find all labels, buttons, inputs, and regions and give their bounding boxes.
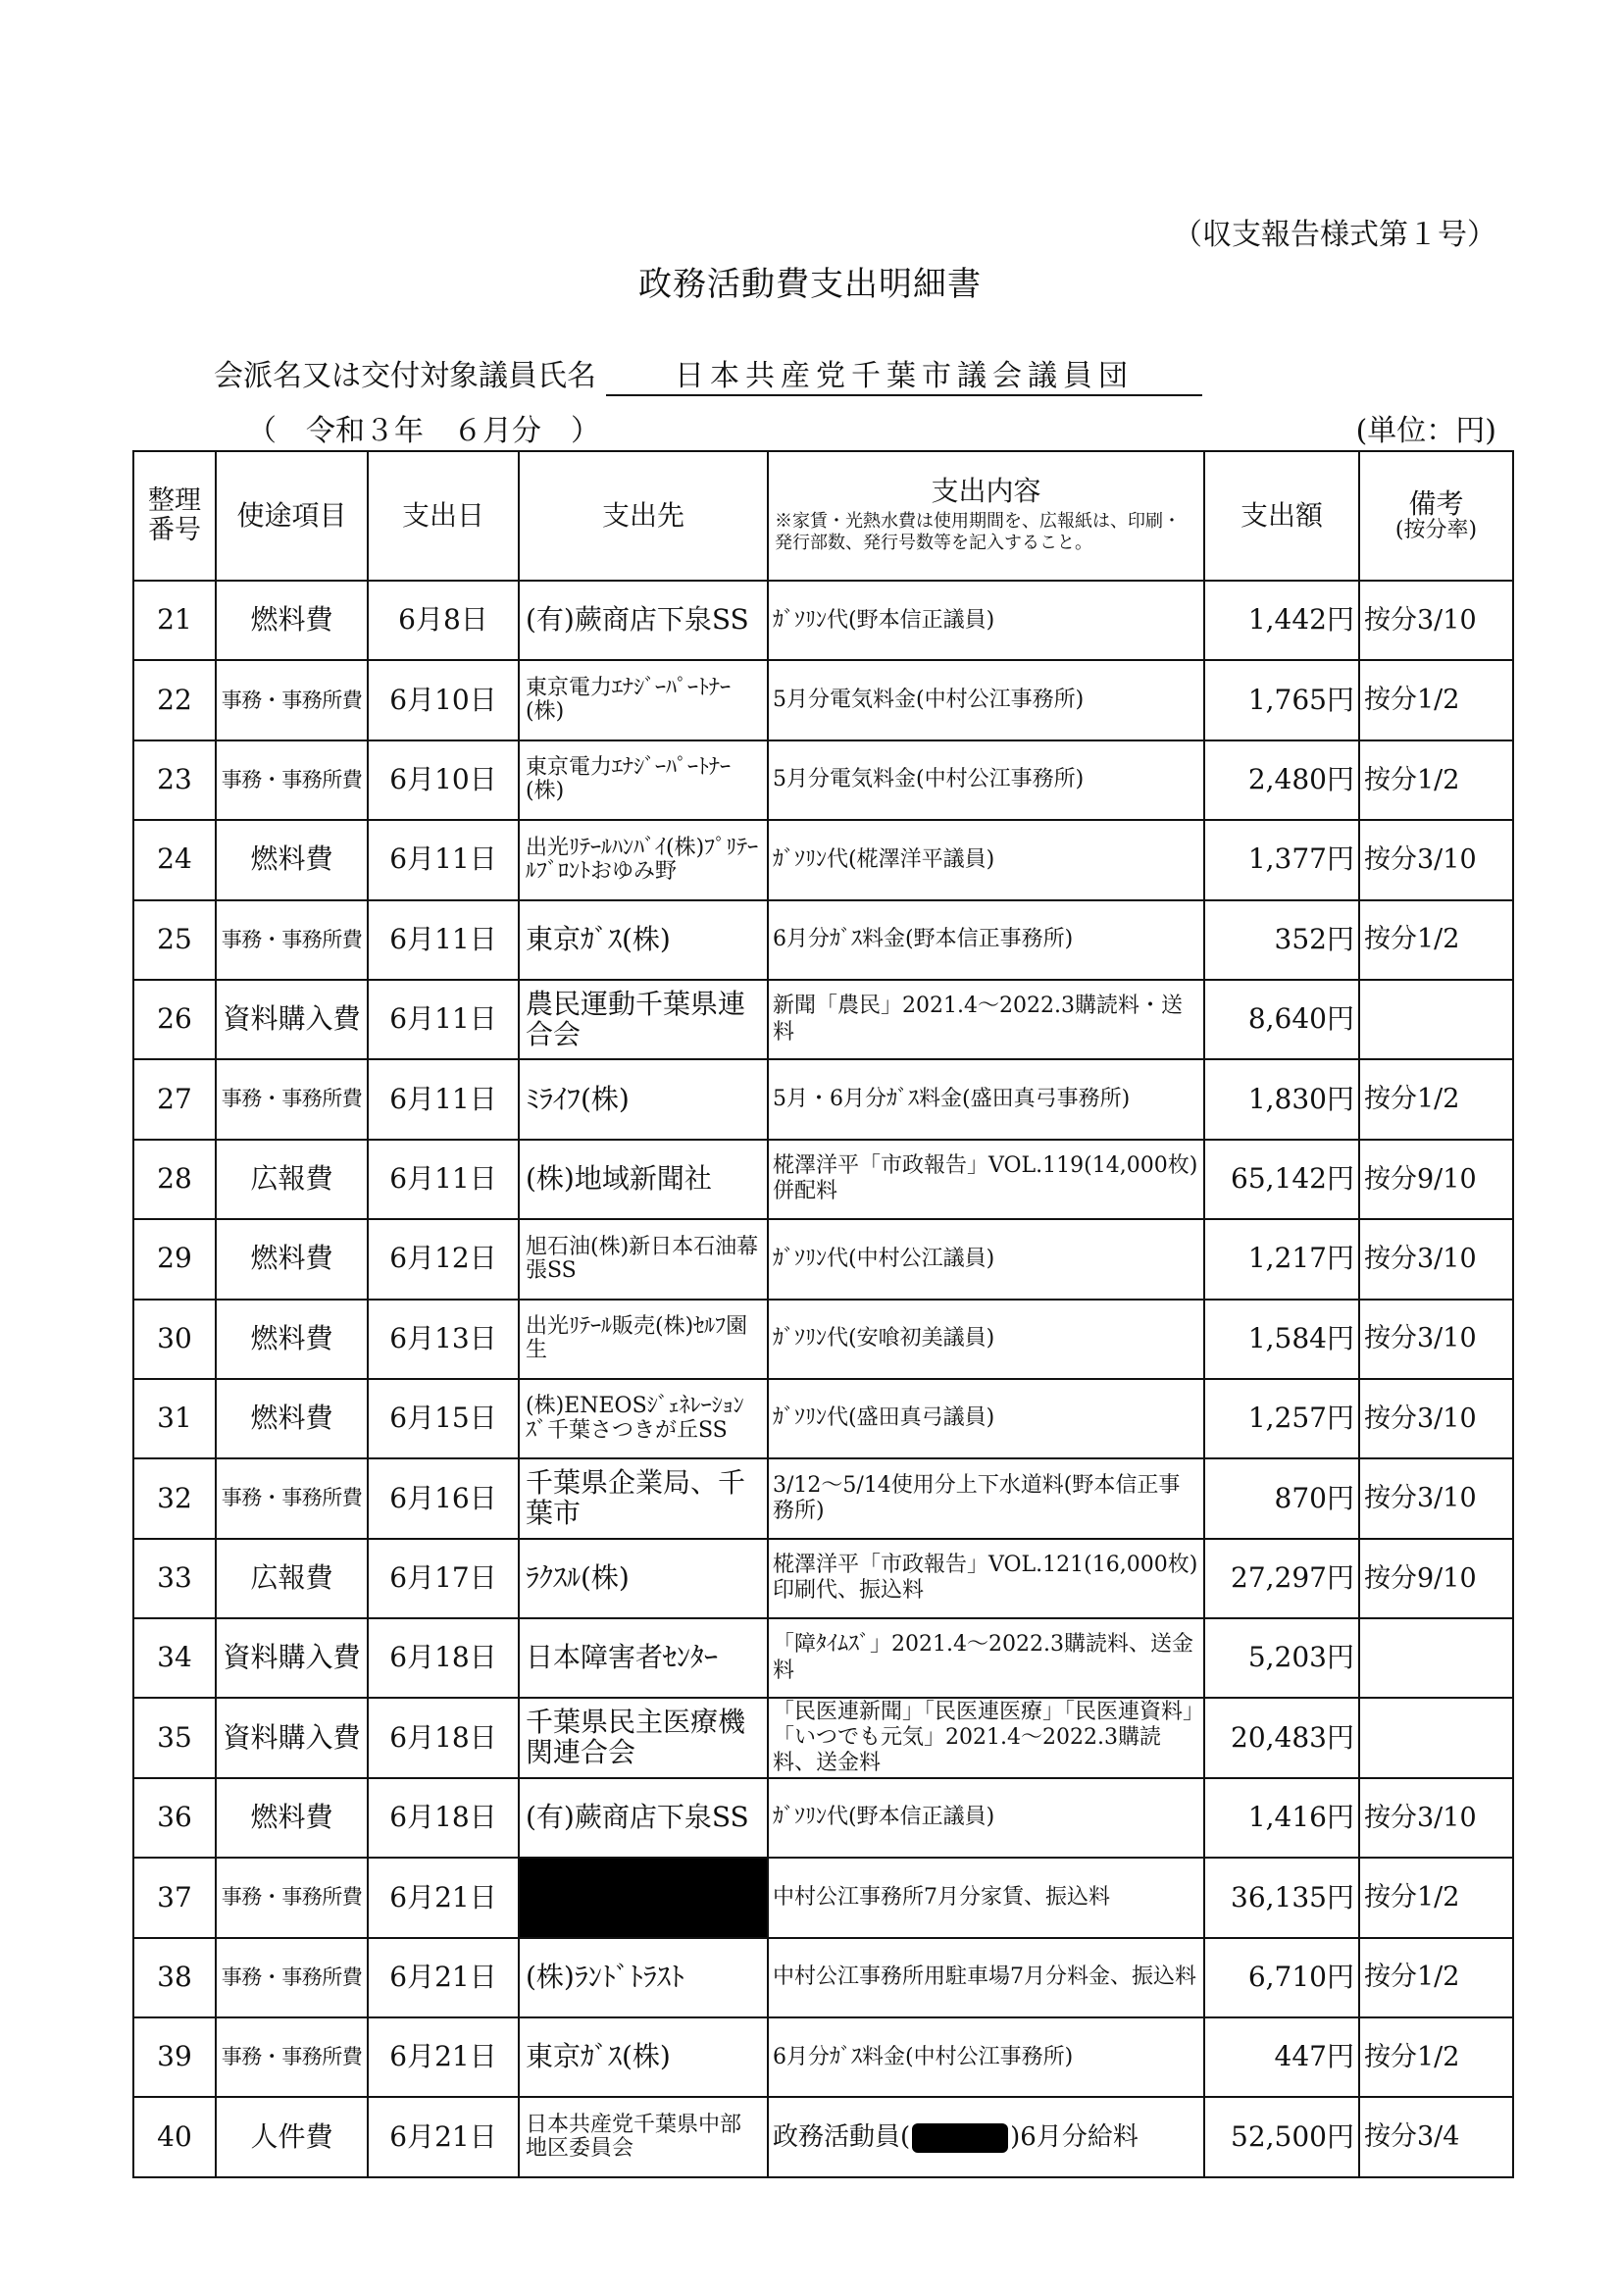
header-remarks [1359, 451, 1513, 581]
document-title: 政務活動費支出明細書 [638, 265, 982, 304]
row-payee: (株)ENEOSｼﾞｪﾈﾚｰｼｮﾝｽﾞ千葉さつきが丘SS [519, 1379, 768, 1458]
row-remarks: 按分9/10 [1359, 1539, 1513, 1618]
row-number: 32 [133, 1458, 216, 1538]
row-content: 5月・6月分ｶﾞｽ料金(盛田真弓事務所) [768, 1059, 1204, 1139]
row-content: ｶﾞｿﾘﾝ代(野本信正議員) [768, 1778, 1204, 1858]
row-payee: ﾐﾗｲﾌ(株) [519, 1059, 768, 1139]
row-number: 34 [133, 1618, 216, 1698]
table-row [133, 1300, 1513, 1379]
row-content: 5月分電気料金(中村公江事務所) [768, 660, 1204, 740]
row-payee: 旭石油(株)新日本石油幕張SS [519, 1219, 768, 1299]
faction-row [214, 351, 1202, 396]
row-number: 27 [133, 1059, 216, 1139]
row-amount: 870円 [1204, 1458, 1359, 1538]
row-payee: 日本障害者ｾﾝﾀｰ [519, 1618, 768, 1698]
row-remarks: 按分1/2 [1359, 1059, 1513, 1139]
row-remarks: 按分1/2 [1359, 740, 1513, 820]
row-remarks: 按分3/10 [1359, 1300, 1513, 1379]
row-remarks [1359, 980, 1513, 1059]
row-category: 広報費 [216, 1539, 368, 1618]
row-remarks: 按分1/2 [1359, 1938, 1513, 2017]
table-row [133, 1858, 1513, 1937]
row-number: 26 [133, 980, 216, 1059]
header-date: 支出日 [368, 451, 519, 581]
row-date: 6月11日 [368, 1140, 519, 1219]
row-number: 38 [133, 1938, 216, 2017]
header-no: 整理番号 [133, 451, 216, 581]
row-payee: 千葉県民主医療機関連合会 [519, 1698, 768, 1777]
row-category: 燃料費 [216, 1379, 368, 1458]
row-date: 6月10日 [368, 740, 519, 820]
table-row [133, 1059, 1513, 1139]
row-content: ｶﾞｿﾘﾝ代(野本信正議員) [768, 581, 1204, 660]
row-date: 6月18日 [368, 1778, 519, 1858]
row-payee: 東京電力ｴﾅｼﾞｰﾊﾟｰﾄﾅｰ(株) [519, 740, 768, 820]
form-number: （収支報告様式第１号） [1173, 218, 1496, 252]
row-amount: 1,377円 [1204, 820, 1359, 899]
table-row [133, 581, 1513, 660]
row-amount: 1,830円 [1204, 1059, 1359, 1139]
row-remarks: 按分3/10 [1359, 1379, 1513, 1458]
row-number: 30 [133, 1300, 216, 1379]
row-category: 燃料費 [216, 1778, 368, 1858]
row-amount: 447円 [1204, 2017, 1359, 2097]
row-date: 6月11日 [368, 1059, 519, 1139]
header-remarks-sub: (按分率) [1394, 518, 1478, 543]
row-payee: 農民運動千葉県連合会 [519, 980, 768, 1059]
table-row [133, 1140, 1513, 1219]
row-content: ｶﾞｿﾘﾝ代(中村公江議員) [768, 1219, 1204, 1299]
row-remarks: 按分3/10 [1359, 820, 1513, 899]
row-amount: 27,297円 [1204, 1539, 1359, 1618]
row-remarks: 按分3/4 [1359, 2097, 1513, 2176]
row-amount: 2,480円 [1204, 740, 1359, 820]
row-payee: (有)蕨商店下泉SS [519, 581, 768, 660]
table-row [133, 1379, 1513, 1458]
row-category: 事務・事務所費 [216, 740, 368, 820]
row-category: 燃料費 [216, 581, 368, 660]
header-content [768, 451, 1204, 581]
row-content-after: )6月分給料 [1010, 2121, 1139, 2152]
row-remarks [1359, 1698, 1513, 1777]
row-date: 6月11日 [368, 820, 519, 899]
row-number: 39 [133, 2017, 216, 2097]
row-content: ｶﾞｿﾘﾝ代(盛田真弓議員) [768, 1379, 1204, 1458]
currency-unit: (単位：円) [1355, 414, 1496, 448]
row-content [768, 2097, 1204, 2176]
table-row [133, 1618, 1513, 1698]
row-payee: 東京ｶﾞｽ(株) [519, 900, 768, 980]
header-payee: 支出先 [519, 451, 768, 581]
row-date: 6月16日 [368, 1458, 519, 1538]
row-category: 資料購入費 [216, 1698, 368, 1777]
row-payee: (有)蕨商店下泉SS [519, 1778, 768, 1858]
row-payee: ﾗｸｽﾙ(株) [519, 1539, 768, 1618]
header-amount: 支出額 [1204, 451, 1359, 581]
row-payee-redacted [519, 1858, 768, 1937]
row-payee: (株)ﾗﾝﾄﾞﾄﾗｽﾄ [519, 1938, 768, 2017]
row-number: 36 [133, 1778, 216, 1858]
row-date: 6月21日 [368, 1938, 519, 2017]
row-payee: 出光ﾘﾃｰﾙﾊﾝﾊﾞｲ(株)ﾌﾟﾘﾃｰﾙﾌﾞﾛﾝﾄおゆみ野 [519, 820, 768, 899]
table-row [133, 1539, 1513, 1618]
row-category: 燃料費 [216, 820, 368, 899]
row-remarks: 按分3/10 [1359, 1778, 1513, 1858]
row-number: 31 [133, 1379, 216, 1458]
row-content: 6月分ｶﾞｽ料金(中村公江事務所) [768, 2017, 1204, 2097]
row-amount: 1,217円 [1204, 1219, 1359, 1299]
table-row [133, 820, 1513, 899]
row-content: 3/12～5/14使用分上下水道料(野本信正事務所) [768, 1458, 1204, 1538]
row-content: 新聞「農民」2021.4～2022.3購読料・送料 [768, 980, 1204, 1059]
row-date: 6月21日 [368, 1858, 519, 1937]
table-row [133, 1698, 1513, 1777]
row-content: ｶﾞｿﾘﾝ代(安喰初美議員) [768, 1300, 1204, 1379]
row-amount: 8,640円 [1204, 980, 1359, 1059]
row-amount: 36,135円 [1204, 1858, 1359, 1937]
table-row [133, 2017, 1513, 2097]
row-amount: 5,203円 [1204, 1618, 1359, 1698]
table-header-row [133, 451, 1513, 581]
row-content: 「障ﾀｲﾑｽﾞ」2021.4～2022.3購読料、送金料 [768, 1618, 1204, 1698]
row-category: 事務・事務所費 [216, 1938, 368, 2017]
row-remarks: 按分3/10 [1359, 581, 1513, 660]
row-remarks [1359, 1618, 1513, 1698]
row-date: 6月12日 [368, 1219, 519, 1299]
row-category: 事務・事務所費 [216, 660, 368, 740]
row-date: 6月21日 [368, 2097, 519, 2176]
row-content: ｶﾞｿﾘﾝ代(椛澤洋平議員) [768, 820, 1204, 899]
row-amount: 20,483円 [1204, 1698, 1359, 1777]
row-date: 6月18日 [368, 1698, 519, 1777]
row-payee: 東京ｶﾞｽ(株) [519, 2017, 768, 2097]
header-content-label: 支出内容 [931, 475, 1041, 508]
row-content: 「民医連新聞」「民医連医療」「民医連資料」「いつでも元気」2021.4～2022.3購読料、送金料 [768, 1698, 1204, 1777]
row-date: 6月10日 [368, 660, 519, 740]
row-date: 6月11日 [368, 900, 519, 980]
table-row [133, 1219, 1513, 1299]
row-number: 28 [133, 1140, 216, 1219]
row-date: 6月8日 [368, 581, 519, 660]
row-category: 人件費 [216, 2097, 368, 2176]
row-payee: 千葉県企業局、千葉市 [519, 1458, 768, 1538]
row-remarks: 按分1/2 [1359, 900, 1513, 980]
row-remarks: 按分1/2 [1359, 660, 1513, 740]
row-amount: 52,500円 [1204, 2097, 1359, 2176]
row-category: 事務・事務所費 [216, 1458, 368, 1538]
row-number: 23 [133, 740, 216, 820]
row-number: 29 [133, 1219, 216, 1299]
row-category: 資料購入費 [216, 1618, 368, 1698]
row-content: 椛澤洋平「市政報告」VOL.119(14,000枚)併配料 [768, 1140, 1204, 1219]
row-amount: 1,765円 [1204, 660, 1359, 740]
row-category: 事務・事務所費 [216, 1059, 368, 1139]
row-payee: 東京電力ｴﾅｼﾞｰﾊﾟｰﾄﾅｰ(株) [519, 660, 768, 740]
table-row [133, 1938, 1513, 2017]
row-category: 事務・事務所費 [216, 900, 368, 980]
row-remarks: 按分9/10 [1359, 1140, 1513, 1219]
header-remarks-label: 備考 [1408, 486, 1464, 520]
table-row [133, 660, 1513, 740]
row-amount: 1,584円 [1204, 1300, 1359, 1379]
expense-table [132, 450, 1514, 2178]
header-content-note: ※家賃・光熱水費は使用期間を、広報紙は、印刷・発行部数、発行号数等を記入すること。 [775, 510, 1181, 554]
row-content: 中村公江事務所用駐車場7月分料金、振込料 [768, 1938, 1204, 2017]
row-content-before: 政務活動員( [773, 2121, 911, 2152]
row-payee: 出光ﾘﾃｰﾙ販売(株)ｾﾙﾌ園生 [519, 1300, 768, 1379]
row-category: 燃料費 [216, 1219, 368, 1299]
row-number: 25 [133, 900, 216, 980]
row-number: 24 [133, 820, 216, 899]
row-amount: 1,257円 [1204, 1379, 1359, 1458]
row-date: 6月17日 [368, 1539, 519, 1618]
row-payee: (株)地域新聞社 [519, 1140, 768, 1219]
row-amount: 1,416円 [1204, 1778, 1359, 1858]
row-content: 中村公江事務所7月分家賃、振込料 [768, 1858, 1204, 1937]
table-row [133, 1458, 1513, 1538]
faction-label: 会派名又は交付対象議員氏名 [214, 359, 596, 393]
row-content: 椛澤洋平「市政報告」VOL.121(16,000枚)印刷代、振込料 [768, 1539, 1204, 1618]
row-remarks: 按分3/10 [1359, 1219, 1513, 1299]
row-number: 37 [133, 1858, 216, 1937]
row-category: 広報費 [216, 1140, 368, 1219]
faction-name: 日本共産党千葉市議会議員団 [606, 351, 1202, 396]
row-date: 6月15日 [368, 1379, 519, 1458]
redaction-box [912, 2123, 1008, 2153]
row-category: 資料購入費 [216, 980, 368, 1059]
row-number: 35 [133, 1698, 216, 1777]
row-category: 燃料費 [216, 1300, 368, 1379]
report-period: （ 令和３年 ６月分 ） [247, 414, 600, 448]
row-number: 33 [133, 1539, 216, 1618]
row-number: 40 [133, 2097, 216, 2176]
header-category: 使途項目 [216, 451, 368, 581]
row-remarks: 按分1/2 [1359, 1858, 1513, 1937]
row-category: 事務・事務所費 [216, 2017, 368, 2097]
row-number: 22 [133, 660, 216, 740]
row-date: 6月13日 [368, 1300, 519, 1379]
row-remarks: 按分1/2 [1359, 2017, 1513, 2097]
table-row [133, 740, 1513, 820]
row-number: 21 [133, 581, 216, 660]
row-payee: 日本共産党千葉県中部地区委員会 [519, 2097, 768, 2176]
table-row [133, 980, 1513, 1059]
row-amount: 6,710円 [1204, 1938, 1359, 2017]
row-amount: 352円 [1204, 900, 1359, 980]
row-date: 6月18日 [368, 1618, 519, 1698]
table-row [133, 1778, 1513, 1858]
row-remarks: 按分3/10 [1359, 1458, 1513, 1538]
row-category: 事務・事務所費 [216, 1858, 368, 1937]
table-row [133, 900, 1513, 980]
row-content: 6月分ｶﾞｽ料金(野本信正事務所) [768, 900, 1204, 980]
row-amount: 1,442円 [1204, 581, 1359, 660]
row-date: 6月21日 [368, 2017, 519, 2097]
row-date: 6月11日 [368, 980, 519, 1059]
row-amount: 65,142円 [1204, 1140, 1359, 1219]
row-content: 5月分電気料金(中村公江事務所) [768, 740, 1204, 820]
table-row [133, 2097, 1513, 2176]
